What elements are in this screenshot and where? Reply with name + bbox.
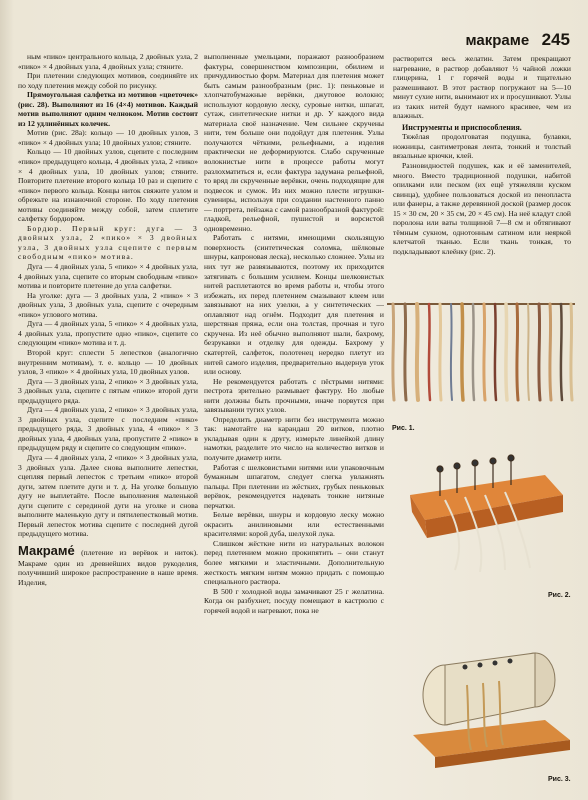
paragraph: В 500 г холодной воды замачивают 25 г желатина. Когда он разбухнет, посуду помещают в кастрюлю с горячей водой и нагревают, пока не	[204, 586, 384, 615]
figure-3-caption: Рис. 3.	[548, 776, 571, 783]
paragraph: Дуга — 4 двойных узла, 5 «пико» × 4 двойных узла, 4 двойных узла, пропустите одно «пико», сцепите со следующим «пико» мотива и т. д.	[18, 319, 198, 348]
figure-2-board	[395, 440, 575, 575]
paragraph: Тяжёлая продолговатая подушка, булавки, ножницы, сантиметровая лента, тонкий и толстый вязальные крючки, клей.	[393, 132, 571, 161]
column-2	[204, 52, 384, 787]
paragraph: Работать с нитями, имеющими скользящую поверхность (синтетическая соломка, шёлковые шнуры, капроновая леска), несколько сложнее. Узлы из них тут же развязываются, поэтому их приходится затягивать с большим усилием. Концы шелковистых нитей расплетаются во время работы и, чтобы этого избежать, их перед плетением смазывают клеем или завязывают на них узелки, а у синтетических — оплавляют над огнём. Подходит для плетения и шерстяная пряжа, если она толстая, прочная и туго скручена. Из неё обычно выполняют шали, бахрому, безрукавки и отделку для одежды. Бахрому у скатертей, салфеток, полотенец нередко плетут из нитей самого изделия, предварительно выдернув уток или основу.	[204, 233, 384, 377]
page-number: 245	[541, 30, 570, 49]
figure-3-cushion	[405, 625, 575, 775]
paragraph: ным «пико» центрального кольца, 2 двойных узла, 2 «пико» × 4 двойных узла, 4 двойных узла; стяните.	[18, 52, 198, 71]
page-header	[465, 30, 570, 50]
paragraph: растворится весь желатин. Затем прекращают нагревание, в раствор добавляют ½ чайной ложки глицерина, 1 г горячей воды и тщательно размешивают. В этот раствор погружают на 5—10 минут сухие нити, вынимают их и просушивают. Узлы из таких нитей будут намного красивее, чем из влажных.	[393, 54, 571, 121]
paragraph: Определить диаметр нити без инструмента можно так: намотайте на карандаш 20 витков, плотно укладывая один к другу, измерьте линейкой длину намотки, разделите это число на количество витков и получите диаметр нити.	[204, 414, 384, 462]
cord-group	[393, 304, 572, 400]
subheading-paragraph: Прямоугольная салфетка из мотивов «цветочек» (рис. 28). Выполняют из 16 (4×4) мотивов. Каждый мотив выполняют одним челноком. Мотив состоит из 12 удлинённых колечек.	[18, 90, 198, 128]
entry-title: Макраме́	[18, 542, 75, 558]
figure-1-caption: Рис. 1.	[392, 425, 415, 432]
figure-2-caption: Рис. 2.	[548, 592, 571, 599]
paragraph: Бордюр. Первый круг: дуга — 3 двойных узла, 2 «пико» × 3 двойных узла, 3 двойных узла сцепите с первым свободным «пико» мотива.	[18, 223, 198, 262]
column-1	[18, 52, 198, 787]
paragraph: Дуга — 4 двойных узла, 2 «пико» × 3 двойных узла, 3 двойных узла, сцепите с последним «пико» предыдущего ряда, 3 двойных узла, 4 «пико» × 3 двойных узла, 4 двойных узла, пропустите 2 «пико» в предыдущем ряду и сцепите со следующим «пико».	[18, 405, 198, 453]
paragraph: Слишком жёсткие нити из натуральных волокон перед плетением можно прокипятить – они станут более мягкими и эластичными. Дополнительную жесткость мягким нитям можно придать с помощью специального раствора.	[204, 538, 384, 587]
makrame-entry	[18, 543, 198, 588]
paragraph: Не рекомендуется работать с пёстрыми нитями: пестрота зрительно размывает фактуру. Но любые нити должны быть прочными, иначе порвутся при завязывании тугих узлов.	[204, 376, 384, 415]
paragraph: Работая с шелковистыми нитями или упаковочным бумажным шпагатом, следует слегка увлажнять пальцы. При плетении из жёстких, грубых пеньковых верёвок, рекомендуется надевать тонкие нитяные перчатки.	[204, 462, 384, 510]
paragraph: Кольцо — 10 двойных узлов, сцепите с последним «пико» предыдущего кольца, 4 двойных узла, 2 «пико» × 4 двойных узла, 10 двойных узлов; стяните. Повторите плетение второго кольца 10 раз и сцепите с «пико» первого кольца. Концы ниток свяжите узлом и обрежьте на изнаночной стороне. По ходу плетения мотивы соединяйте между собой, затем сплетите салфетку бордюром.	[18, 147, 198, 224]
paragraph: Второй круг: сплести 5 лепестков (аналогично внутренним мотивам), т. е. кольцо — 10 двойных узлов, 3 «пико» × 4 двойных узла, 10 двойных узлов.	[18, 347, 198, 377]
paragraph: Дуга — 4 двойных узла, 2 «пико» × 3 двойных узла, 3 двойных узла. Далее снова выполните лепестки, сцепляя первый лепесток с третьим «пико» второй дуги, затем плетите дуги и т. д. На уголке большую дугу не выплетайте. После выполнения маленькой дуги сцепите с серединой дуги на уголке и снова выполните маленькую дугу и пятилепестковый мотив. Первый лепесток мотива сцепите с последней дугой предыдущего мотива.	[18, 452, 198, 539]
paragraph: На уголке: дуга — 3 двойных узла, 2 «пико» × 3 двойных узла, 3 двойных узла, сцепите с очередным «пико» углового мотива.	[18, 290, 198, 319]
section-heading: Инструменты и приспособления.	[402, 122, 522, 132]
figure-1-cords	[385, 296, 577, 404]
paragraph: выполненные умельцами, поражают разнообразием фактуры, совершенством композиции, обилием и причудливостью форм. Материал для плетения может быть самым разнообразным (рис. 1): пеньковые и хлопчатобумажные верёвки, джутовое волокно; используют кордовую леску, суровые нитки, шпагат, сутаж, синтетические нитки и др. У каждого вида материала своё назначение. Чем сильнее скручены нити, тем больше они подойдут для плетения. Узлы получаются чёткими, рельефными, а изделия практически не деформируются. Слабо скрученные волокнистые нити в процессе работы могут разлохматиться и, если фактура задумана рельефной, то вряд ли скрученные верёвки, очень подходящие для подвесок и сумок. Из них можно плести игрушки-сувениры, используя при создании настенного панно — портрета, пейзажа с самой разнообразной фактурой: гладкой, рельефной, пушистой и ворсистой одновременно.	[204, 52, 384, 233]
paragraph: Мотив (рис. 28а): кольцо — 10 двойных узлов, 3 «пико» × 4 двойных узла; 10 двойных узлов; стяните.	[18, 128, 198, 147]
paragraph: Разновидностей подушек, как и её заменителей, много. Вместо традиционной подушки, набитой опилками или песком (их ещё утяжеляли куском свинца), удобнее пользоваться доской из пенопласта или фанеры, а также деревянной доской (размер досок 15 × 30 см, 20 × 35 см, 20 × 45 см). На неё кладут слой поролона или ваты толщиной 7—8 см и обтягивают тёмным сукном, однотонным сатином или неяркой клетчатой тканью. Если ткань тонкая, то подкладывают клеёнку (рис. 2).	[393, 161, 571, 256]
paragraph: Дуга — 4 двойных узла, 5 «пико» × 4 двойных узла, 4 двойных узла, сцепите со вторым свободным «пико» мотива и повторите плетение до угла салфетки.	[18, 262, 198, 291]
section-title: макраме	[465, 32, 530, 49]
paragraph: Белые верёвки, шнуры и кордовую леску можно окрасить анилиновыми или естественными красителями: корой дуба, шелухой лука.	[204, 510, 384, 539]
entry-intro: (плетение из верёвок и ниток). Макраме один из древнейших видов рукоделия, получивший широкое распространение в наше время. Изделия,	[18, 547, 198, 587]
paragraph: Дуга — 3 двойных узла, 2 «пико» × 3 двойных узла, 3 двойных узла, сцепите с пятым «пико» второй дуги предыдущего ряда.	[18, 376, 198, 405]
paragraph: При плетении следующих мотивов, соединяйте их по ходу плетения между собой по рисунку.	[18, 71, 198, 90]
